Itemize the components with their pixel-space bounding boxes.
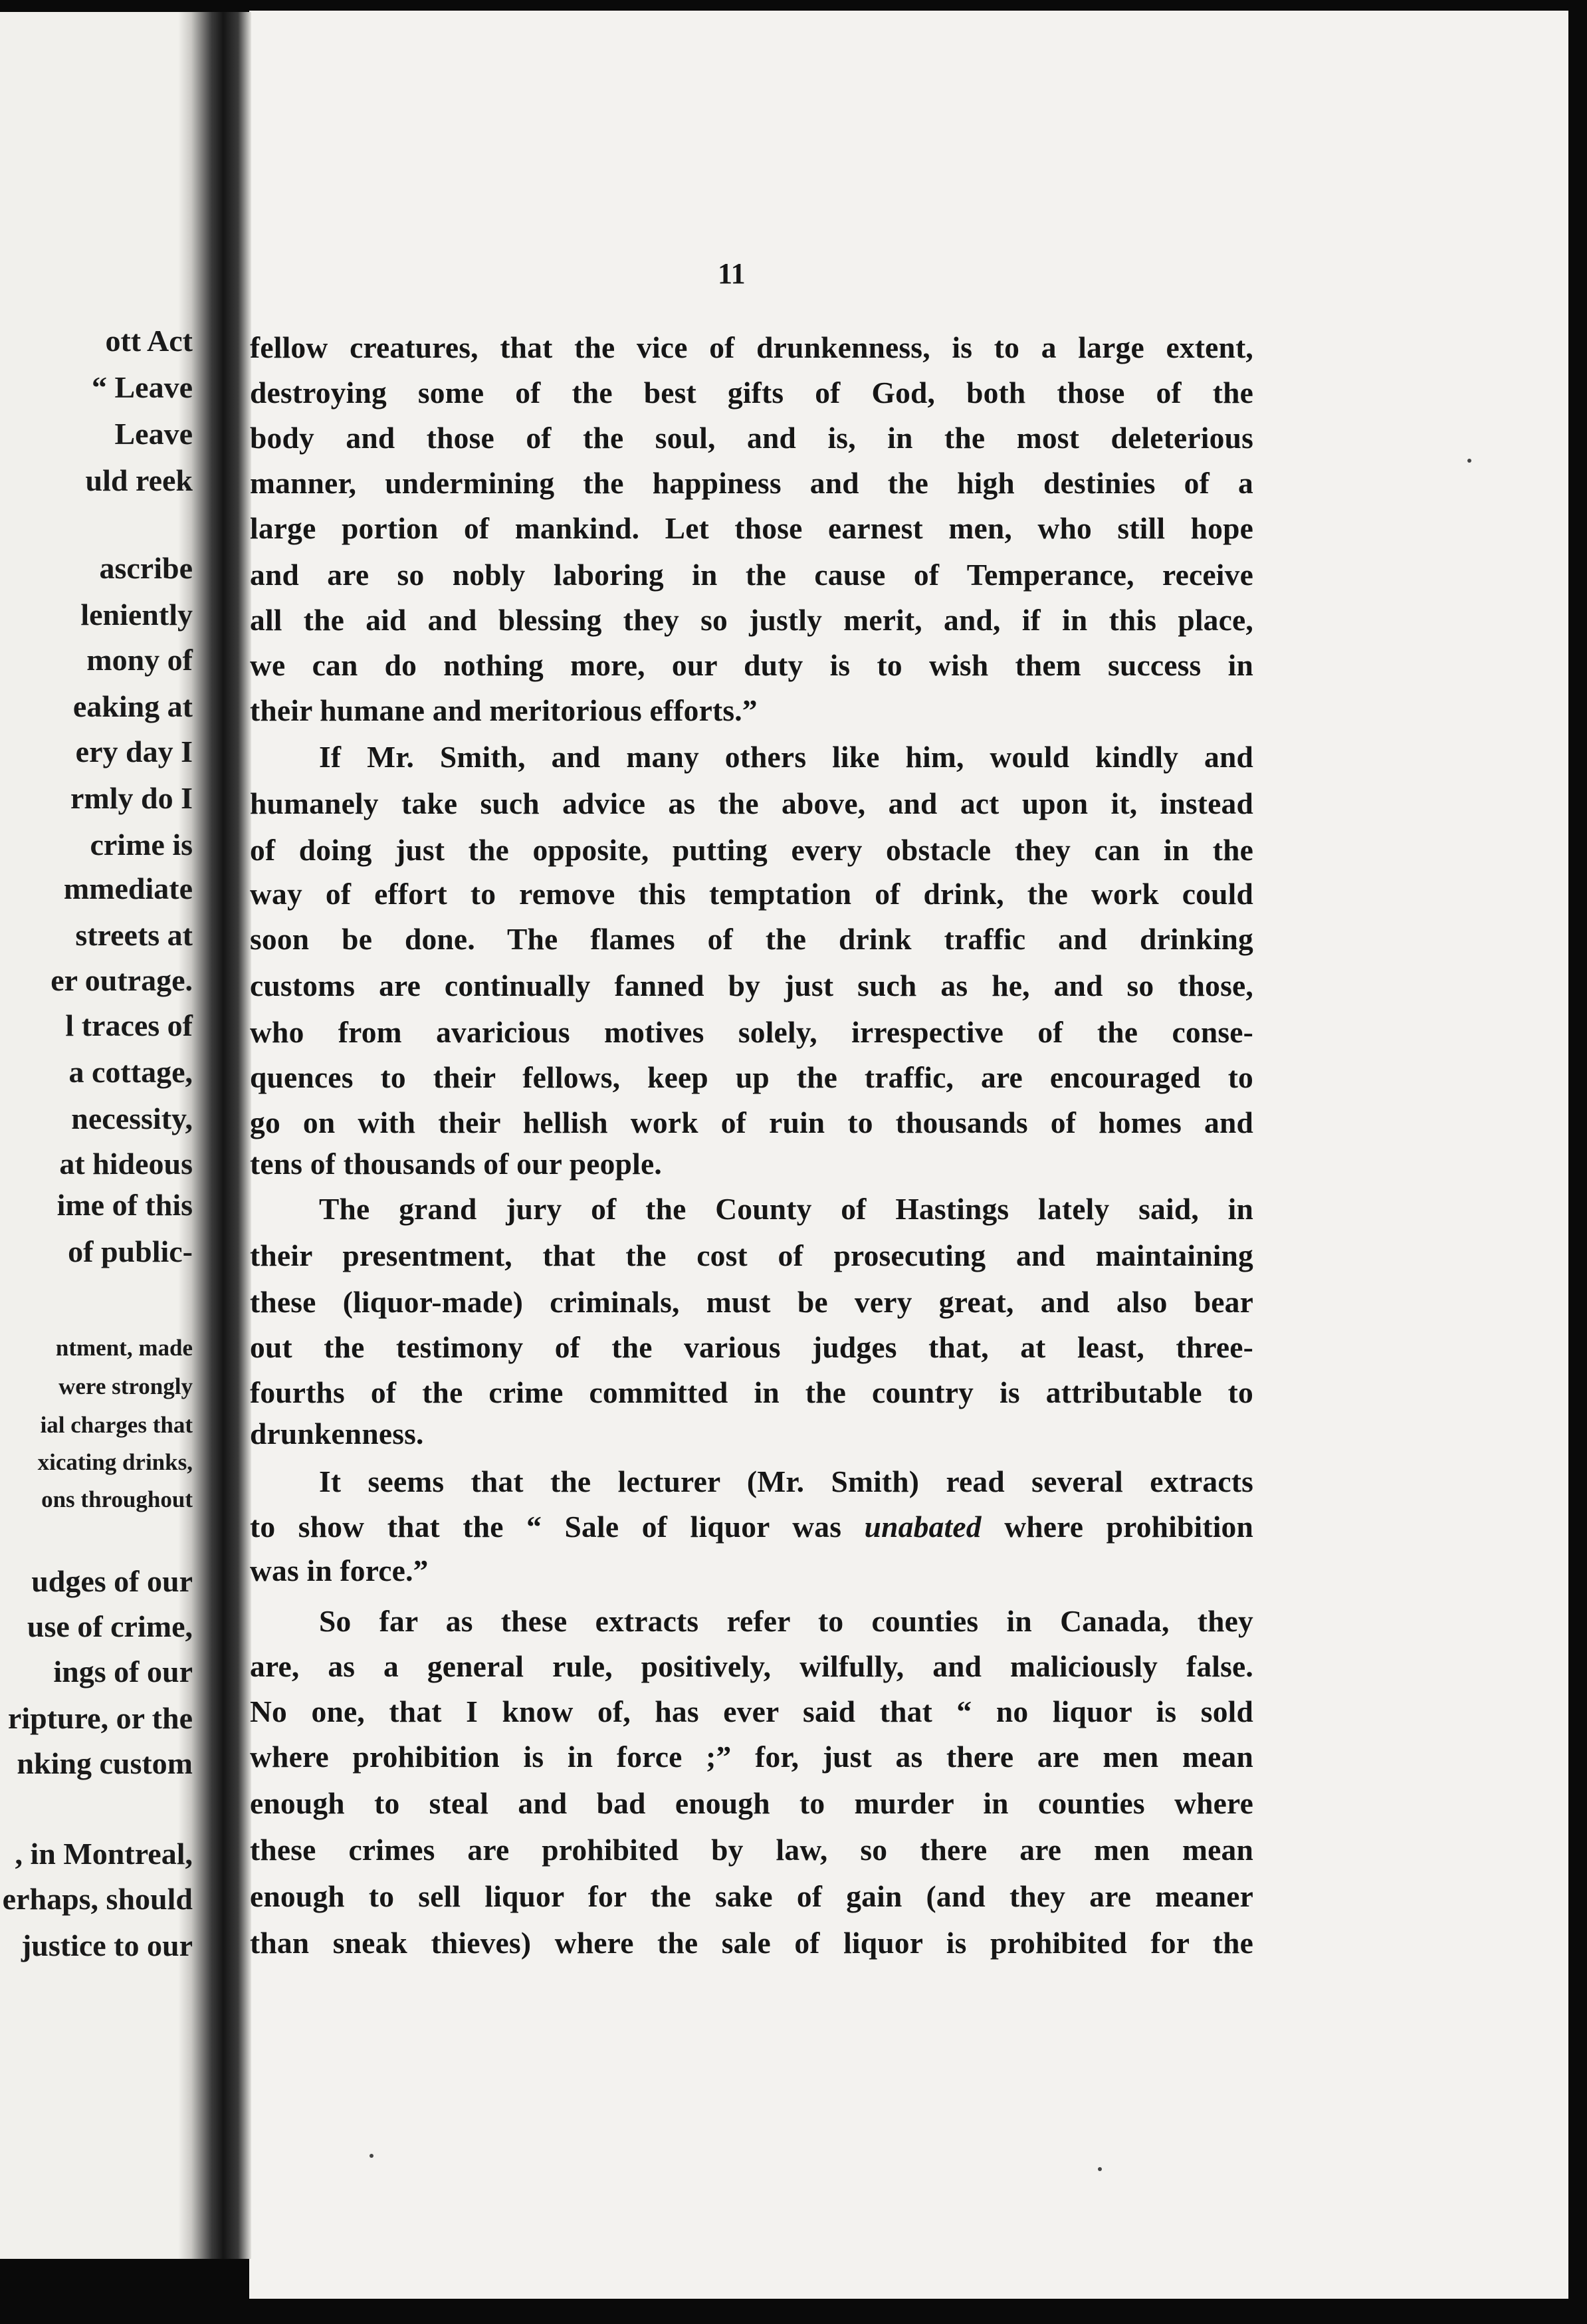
text-line: go on with their hellish work of ruin to thousands of homes and — [250, 1105, 1253, 1139]
left-page-line: ime of this — [56, 1188, 193, 1222]
text-line: who from avaricious motives solely, irrespective of the conse- — [250, 1015, 1253, 1049]
left-page-line: ery day I — [75, 735, 193, 768]
text-line: was in force.” — [250, 1554, 429, 1587]
left-page-line: were strongly — [58, 1373, 193, 1399]
left-page-line: ascribe — [99, 551, 193, 585]
text-line: are, as a general rule, positively, wilfully, and maliciously false. — [250, 1649, 1253, 1683]
text-line: these crimes are prohibited by law, so there are men mean — [250, 1833, 1253, 1867]
speck-mark — [1098, 2167, 1102, 2171]
left-page-line: uld reek — [85, 463, 193, 497]
text-line: enough to sell liquor for the sake of gain (and they are meaner — [250, 1879, 1253, 1913]
left-page-line: streets at — [75, 918, 193, 952]
emphasized-word: unabated — [864, 1510, 982, 1544]
text-line: It seems that the lecturer (Mr. Smith) read several extracts — [319, 1464, 1253, 1498]
text-line: quences to their fellows, keep up the traffic, are encouraged to — [250, 1060, 1253, 1094]
text-line: of doing just the opposite, putting every obstacle they can in the — [250, 833, 1253, 867]
left-page-line: a cottage, — [68, 1055, 193, 1089]
left-page-line: ial charges that — [40, 1412, 193, 1438]
left-page-line: xicating drinks, — [37, 1449, 193, 1475]
left-page-line: rmly do I — [70, 781, 193, 815]
left-page-line: er outrage. — [51, 963, 193, 997]
text-line: to show that the “ Sale of liquor was unabated where prohibition — [250, 1510, 1253, 1544]
text-line: No one, that I know of, has ever said that “ no liquor is sold — [250, 1694, 1253, 1728]
text-line: their humane and meritorious efforts.” — [250, 693, 758, 727]
speck-mark — [370, 2154, 373, 2158]
text-line: customs are continually fanned by just such as he, and so those, — [250, 969, 1253, 1002]
left-page-line: at hideous — [59, 1147, 193, 1181]
text-line: out the testimony of the various judges that, at least, three- — [250, 1330, 1253, 1364]
speck-mark — [1467, 459, 1471, 463]
text-line: fourths of the crime committed in the country is attributable to — [250, 1375, 1253, 1409]
text-line: their presentment, that the cost of prosecuting and maintaining — [250, 1238, 1253, 1272]
text-line: destroying some of the best gifts of God, both those of the — [250, 376, 1253, 409]
left-page-line: l traces of — [65, 1008, 193, 1042]
text-line: tens of thousands of our people. — [250, 1147, 662, 1181]
text-line: where prohibition is in force ;” for, just as there are men mean — [250, 1740, 1253, 1774]
text-line: So far as these extracts refer to counties in Canada, they — [319, 1604, 1253, 1638]
text-line: these (liquor-made) criminals, must be very great, and also bear — [250, 1285, 1253, 1319]
text-line: we can do nothing more, our duty is to wish them success in — [250, 648, 1253, 682]
page-number: 11 — [718, 257, 746, 290]
text-line: humanely take such advice as the above, and act upon it, instead — [250, 786, 1253, 820]
text-line: The grand jury of the County of Hastings lately said, in — [319, 1192, 1253, 1226]
left-page-line: mmediate — [63, 872, 193, 905]
left-page-line: ott Act — [105, 324, 193, 358]
text-line: all the aid and blessing they so justly merit, and, if in this place, — [250, 603, 1253, 637]
text-line: large portion of mankind. Let those earnest men, who still hope — [250, 511, 1253, 545]
left-page-line: udges of our — [31, 1564, 193, 1598]
left-page-line: , in Montreal, — [15, 1837, 193, 1871]
left-page-line: Leave — [114, 417, 193, 451]
text-line: manner, undermining the happiness and the high destinies of a — [250, 466, 1253, 500]
left-page-line: leniently — [80, 598, 193, 632]
left-page-line: necessity, — [71, 1102, 193, 1135]
text-line: drunkenness. — [250, 1417, 424, 1451]
left-page-line: crime is — [90, 828, 193, 862]
text-line: If Mr. Smith, and many others like him, would kindly and — [319, 740, 1253, 774]
text-line: body and those of the soul, and is, in the most deleterious — [250, 421, 1253, 455]
text-line: way of effort to remove this temptation of drink, the work could — [250, 877, 1253, 911]
text-line: fellow creatures, that the vice of drunkenness, is to a large extent, — [250, 330, 1253, 364]
left-page-line: “ Leave — [91, 370, 193, 404]
text-line: and are so nobly laboring in the cause of Temperance, receive — [250, 558, 1253, 592]
left-page-line: erhaps, should — [2, 1882, 193, 1916]
left-page-line: ripture, or the — [7, 1701, 193, 1735]
left-page-line: of public- — [68, 1234, 193, 1268]
text-line: soon be done. The flames of the drink traffic and drinking — [250, 922, 1253, 956]
left-page-line: nking custom — [17, 1746, 193, 1780]
left-page-line: mony of — [86, 643, 193, 677]
left-page-line: ntment, made — [55, 1335, 193, 1361]
left-page-line: justice to our — [21, 1928, 193, 1962]
text-line: enough to steal and bad enough to murder in counties where — [250, 1786, 1253, 1820]
left-page-line: eaking at — [72, 689, 193, 723]
left-page-line: use of crime, — [27, 1609, 193, 1643]
left-page-line: ons throughout — [41, 1486, 193, 1512]
left-page-line: ings of our — [53, 1655, 193, 1688]
text-line: than sneak thieves) where the sale of liquor is prohibited for the — [250, 1926, 1253, 1960]
